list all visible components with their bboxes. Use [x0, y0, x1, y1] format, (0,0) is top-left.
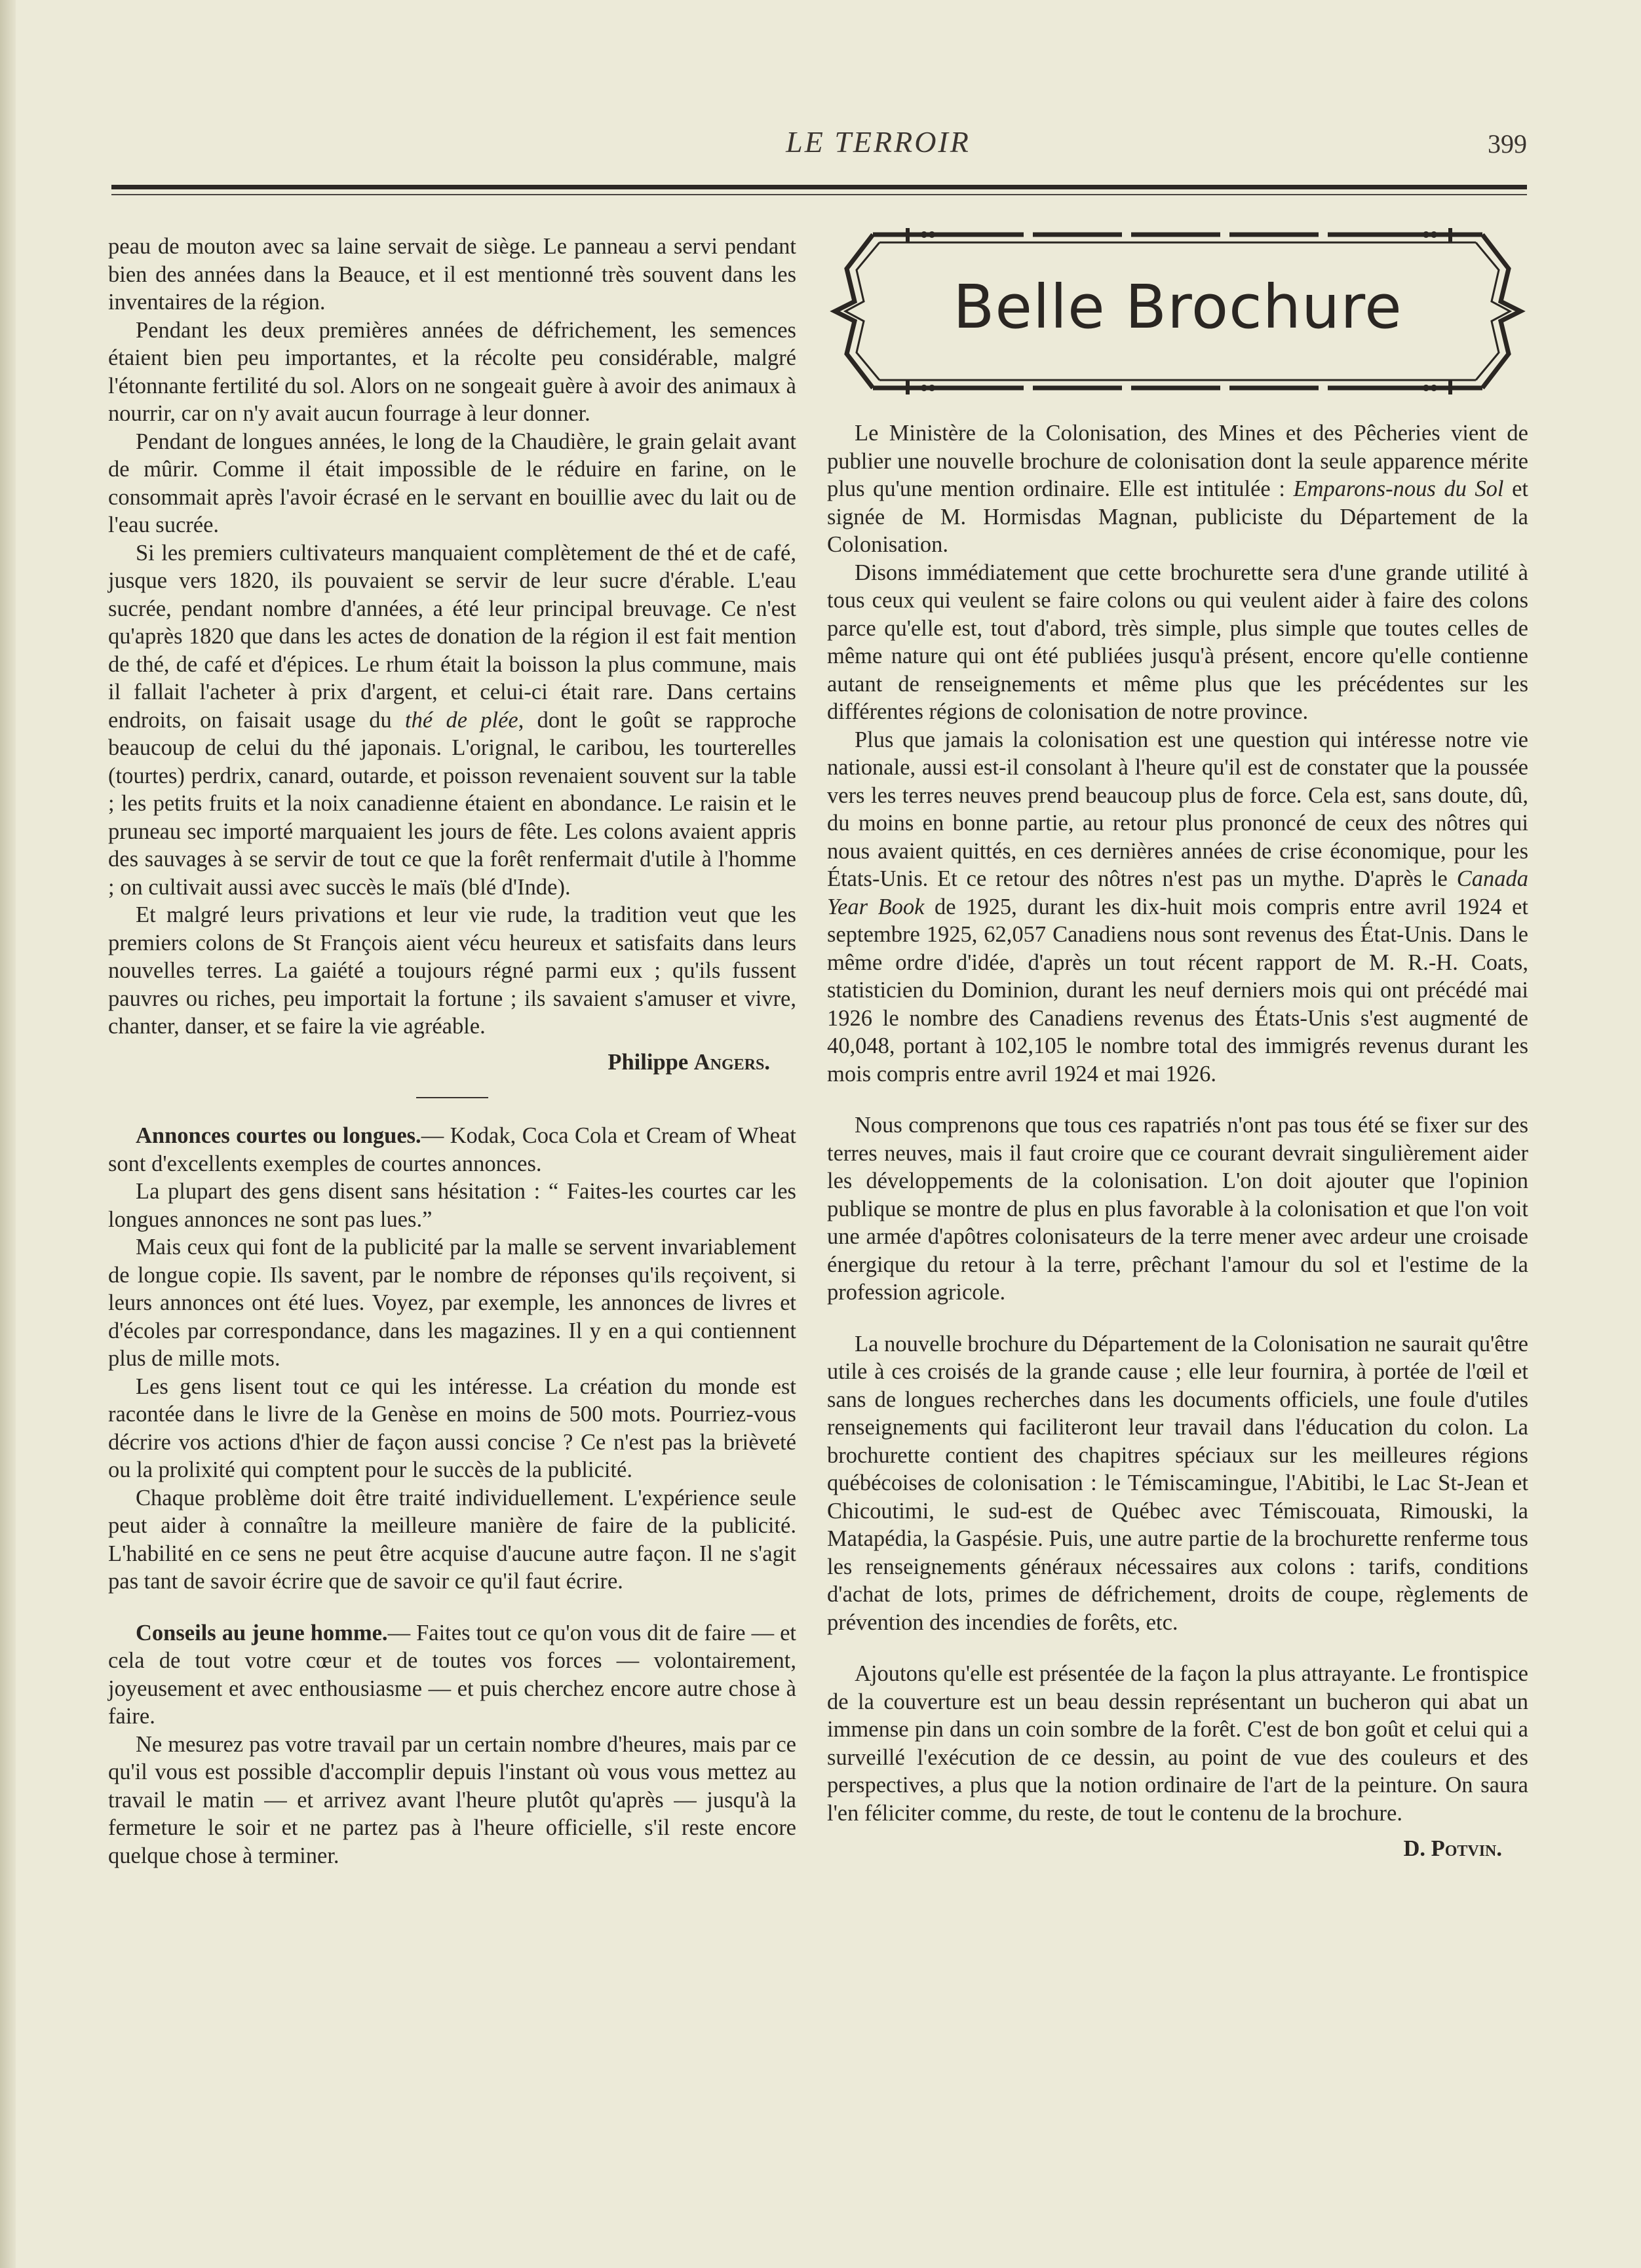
- header-rule-thin: [111, 194, 1527, 195]
- article-banner: [827, 223, 1528, 400]
- section-separator: [416, 1097, 488, 1098]
- section-heading: Conseils au jeune homme.: [136, 1620, 388, 1645]
- paragraph: Le Ministère de la Colonisation, des Mines et des Pêcheries vient de publier une nouvelle brochure de colonisation dont la seule apparence mérite plus qu'une mention ordinaire. Elle est intitulée : Emparons-nous du Sol et signée de M. Hormisdas Magnan, publiciste du Département de la Colonisation.: [827, 421, 1529, 557]
- italic-title: Emparons-nous du Sol: [1293, 476, 1504, 501]
- paragraph: Annonces courtes ou longues.— Kodak, Coca Cola et Cream of Wheat sont d'excellents exemples de courtes annonces.: [108, 1123, 796, 1176]
- paragraph: Pendant les deux premières années de défrichement, les semences étaient bien peu importantes, et la récolte peu considérable, malgré l'étonnante fertilité du sol. Alors on ne songeait guère à avoir des animaux à nourrir, car on n'y avait aucun fourrage à leur donner.: [108, 317, 796, 426]
- italic-title: Canada Year Book: [827, 866, 1528, 919]
- paragraph: Disons immédiatement que cette brochurette sera d'une grande utilité à tous ceux qui veulent se faire colons ou qui veulent aider à faire des colons parce qu'elle est, tout d'abord, très simple, plus simple que toutes celles de même nature qui ont été publiées jusqu'à présent, encore qu'elle contienne autant de renseignements et même plus que les précédentes sur les différentes régions de colonisation de notre province.: [827, 560, 1528, 724]
- running-title: LE TERROIR: [786, 125, 971, 159]
- paragraph: Les gens lisent tout ce qui les intéresse. La création du monde est racontée dans le livre de la Genèse en moins de 500 mots. Pourriez-vous décrire vos actions d'hier de façon aussi concise ? Ce n'est pas la brièveté ou la prolixité qui comptent pour le succès de la publicité.: [108, 1374, 796, 1482]
- paragraph: Ne mesurez pas votre travail par un certain nombre d'heures, mais par ce qu'il vous est possible d'accomplir depuis l'instant où vous vous mettez au travail le matin — et arrivez avant l'heure plutôt qu'après — jusqu'à la fermeture le soir et ne partez pas à l'heure officielle, s'il reste encore quelque chose à terminer.: [108, 1731, 796, 1868]
- page-edge: [0, 0, 16, 2268]
- paragraph: Nous comprenons que tous ces rapatriés n'ont pas tous été se fixer sur des terres neuves, mais il faut croire que ce courant devrait singulièrement aider les développements de la colonisation. L'on doit ajouter que l'opinion publique se montre de plus en plus favorable à la colonisation et que l'on voit une armée d'apôtres colonisateurs de la terre mener avec ardeur une croisade énergique du retour à la terre, prêchant l'amour du sol et l'estime de la profession agricole.: [827, 1113, 1528, 1305]
- paragraph: Conseils au jeune homme.— Faites tout ce qu'on vous dit de faire — et cela de tout votre cœur et de toutes vos forces — volontairement, joyeusement et avec enthousiasme — et puis cherchez encore autre chose à faire.: [108, 1620, 797, 1729]
- left-column: [108, 233, 796, 1870]
- paragraph: peau de mouton avec sa laine servait de siège. Le panneau a servi pendant bien des années dans la Beauce, et il est mentionné très souvent dans les inventaires de la région.: [108, 234, 796, 315]
- paragraph: Et malgré leurs privations et leur vie rude, la tradition veut que les premiers colons de St François aient vécu heureux et satisfaits dans leurs nouvelles terres. La gaiété a toujours régné parmi eux ; qu'ils fussent pauvres ou riches, peu importait la fortune ; ils savaient s'amuser et vivre, chanter, danser, et se faire la vie agréable.: [108, 902, 796, 1039]
- right-column: [827, 419, 1528, 1863]
- paragraph: Mais ceux qui font de la publicité par la malle se servent invariablement de longue copie. Ils savent, par le nombre de réponses qu'ils reçoivent, si leurs annonces ont été lues. Voyez, par exemple, les annonces de livres et d'écoles par correspondance, dans les magazines. Il y en a qui contiennent plus de mille mots.: [108, 1235, 796, 1371]
- header-rule: [111, 185, 1527, 189]
- paragraph: Si les premiers cultivateurs manquaient complètement de thé et de café, jusque vers 1820, ils pouvaient se servir de leur sucre d'érable. L'eau sucrée, pendant nombre d'années, a été leur principal breuvage. Ce n'est qu'après 1820 que dans les actes de donation de la région il est fait mention de thé, de café et d'épices. Le rhum était la boisson la plus commune, mais il fallait l'acheter à prix d'argent, et celui-ci était rare. Dans certains endroits, on faisait usage du thé de plée, dont le goût se rapproche beaucoup de celui du thé japonais. L'orignal, le caribou, les tourterelles (tourtes) perdrix, canard, outarde, et poisson revenaient souvent sur la table ; les petits fruits et la noix canadienne étaient en abondance. Le raisin et le pruneau sec importé marquaient les jours de fête. Les colons avaient appris des sauvages à se servir de tout ce que la forêt renfermait d'utile à l'homme ; on cultivait aussi avec succès le maïs (blé d'Inde).: [108, 540, 796, 900]
- paragraph: Plus que jamais la colonisation est une question qui intéresse notre vie nationale, aussi est-il consolant à l'heure qu'il est de constater que la poussée vers les terres neuves prend beaucoup plus de force. Cela est, sans doute, dû, du moins en bonne partie, au retour plus prononcé de ceux des nôtres qui nous avaient quittés, en ces dernières années de crise économique, pour les États-Unis. Et ce retour des nôtres n'est pas un mythe. D'après le Canada Year Book de 1925, durant les dix-huit mois compris entre avril 1924 et septembre 1925, 62,057 Canadiens nous sont revenus des État-Unis. Dans le même ordre d'idée, d'après un tout récent rapport de M. R.-H. Coats, statisticien du Dominion, durant les neuf derniers mois qui ont précédé mai 1926 le nombre des Canadiens revenus des États-Unis s'est augmenté de 40,048, portant à 102,105 le nombre total des immigrés revenus durant les mois compris entre avril 1924 et mai 1926.: [827, 727, 1528, 1086]
- paragraph: Chaque problème doit être traité individuellement. L'expérience seule peut aider à connaître la meilleure manière de faire de la publicité. L'habilité en ce sens ne peut être acquise d'aucune autre façon. Il ne s'agit pas tant de savoir écrire que de savoir ce qu'il faut écrire.: [108, 1485, 796, 1594]
- banner-title: Belle Brochure: [953, 272, 1402, 342]
- signature-angers: Philippe Angers.: [608, 1049, 770, 1075]
- page-header: [111, 125, 1527, 197]
- paragraph: La nouvelle brochure du Département de la Colonisation ne saurait qu'être utile à ces croisés de la grande cause ; elle leur fournira, à portée de l'œil et sans de longues recherches dans les documents officiels, une foule d'utiles renseignements qui faciliteront leur travail dans l'éducation du colon. La brochurette contient des chapitres spéciaux sur les meilleures régions québécoises de colonisation : le Témiscamingue, l'Abitibi, le Lac St-Jean et Chicoutimi, le sud-est de Québec avec Témiscouata, Rimouski, la Matapédia, la Gaspésie. Puis, une autre partie de la brochurette renferme tous les renseignements généraux nécessaires aux colons : tarifs, conditions d'achat de lots, primes de défrichement, droits de coupe, règlements de prévention des incendies de forêts, etc.: [827, 1331, 1528, 1635]
- paragraph: Pendant de longues années, le long de la Chaudière, le grain gelait avant de mûrir. Comme il était impossible de le réduire en farine, on le consommait après l'avoir écrasé en le servant en bouillie avec du lait ou de l'eau sucrée.: [108, 429, 796, 537]
- paragraph: Ajoutons qu'elle est présentée de la façon la plus attrayante. Le frontispice de la couverture est un beau dessin représentant un bucheron qui abat un immense pin dans un coin sombre de la forêt. C'est de bon goût et celui qui a surveillé l'exécution de ce dessin, au point de vue des couleurs et des perspectives, a plus que la notion ordinaire de l'art de la peinture. On saura l'en féliciter comme, du reste, de tout le contenu de la brochure.: [827, 1661, 1528, 1826]
- page-number: 399: [1488, 129, 1527, 159]
- italic-term: thé de plée: [405, 707, 518, 733]
- signature-potvin: D. Potvin.: [1403, 1836, 1502, 1861]
- section-heading: Annonces courtes ou longues.: [136, 1123, 421, 1148]
- paragraph: La plupart des gens disent sans hésitation : “ Faites-les courtes car les longues annonces ne sont pas lues.”: [108, 1179, 796, 1232]
